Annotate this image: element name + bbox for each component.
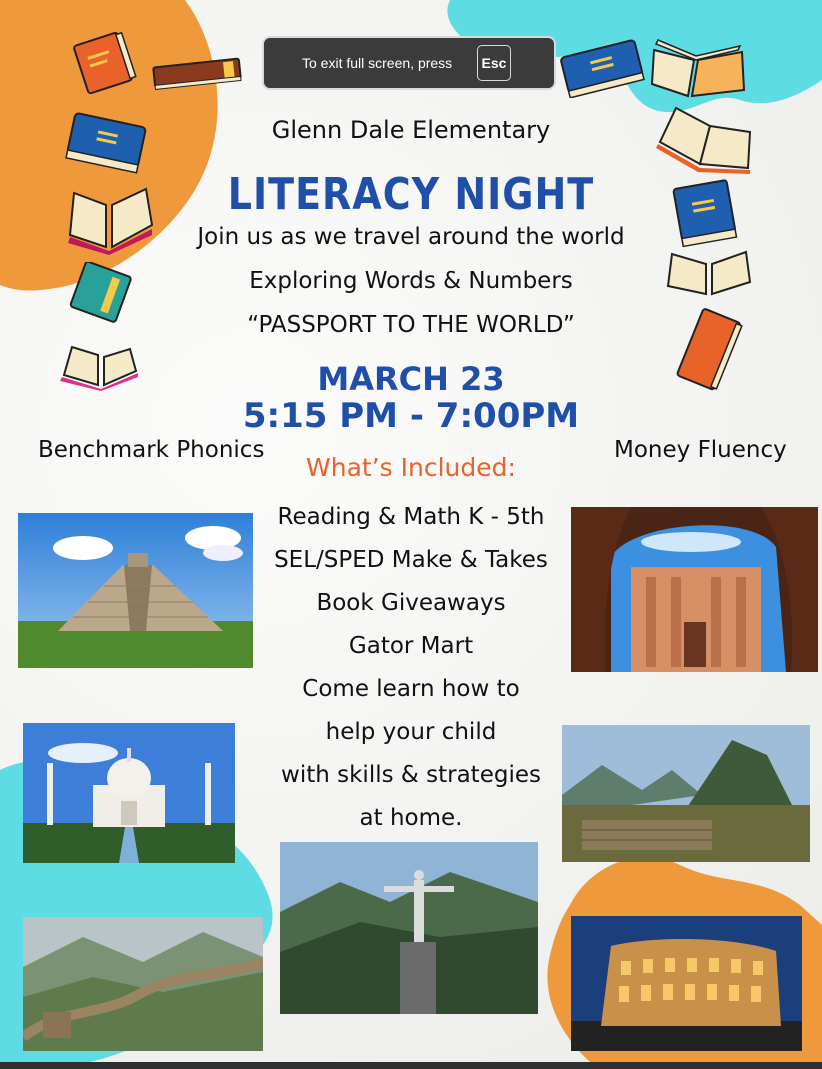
intro-line: Join us as we travel around the world [197, 224, 625, 250]
photo-chichen-itza [18, 513, 253, 668]
photo-christ-the-redeemer [280, 842, 538, 1014]
photo-colosseum [571, 916, 802, 1051]
included-heading: What’s Included: [306, 453, 516, 482]
event-time: 5:15 PM - 7:00PM [242, 396, 580, 436]
bottom-bar [0, 1062, 822, 1069]
school-name: Glenn Dale Elementary [271, 116, 551, 144]
left-topic: Benchmark Phonics [38, 437, 265, 463]
esc-key-hint: Esc [477, 45, 511, 81]
book-icon [68, 30, 138, 96]
included-item: Book Giveaways [316, 590, 506, 616]
book-icon [648, 30, 748, 100]
included-item: at home. [359, 805, 463, 831]
fullscreen-notice-message: To exit full screen, press [302, 55, 453, 71]
book-icon [556, 38, 650, 98]
included-item: Reading & Math K - 5th [277, 504, 545, 530]
photo-petra [571, 507, 818, 672]
photo-machu-picchu [562, 725, 810, 862]
included-item: with skills & strategies [281, 762, 541, 788]
book-icon [150, 55, 245, 91]
event-date: MARCH 23 [317, 360, 505, 398]
right-topic: Money Fluency [614, 437, 787, 463]
included-item: help your child [325, 719, 497, 745]
included-item: SEL/SPED Make & Takes [274, 547, 548, 573]
intro-line: Exploring Words & Numbers [249, 268, 573, 294]
included-item: Gator Mart [348, 633, 474, 659]
photo-taj-mahal [23, 723, 235, 863]
event-title: LITERACY NIGHT [227, 168, 595, 220]
fullscreen-exit-notice [262, 36, 556, 90]
theme-line: “PASSPORT TO THE WORLD” [247, 312, 575, 338]
included-item: Come learn how to [302, 676, 520, 702]
photo-great-wall [23, 917, 263, 1051]
